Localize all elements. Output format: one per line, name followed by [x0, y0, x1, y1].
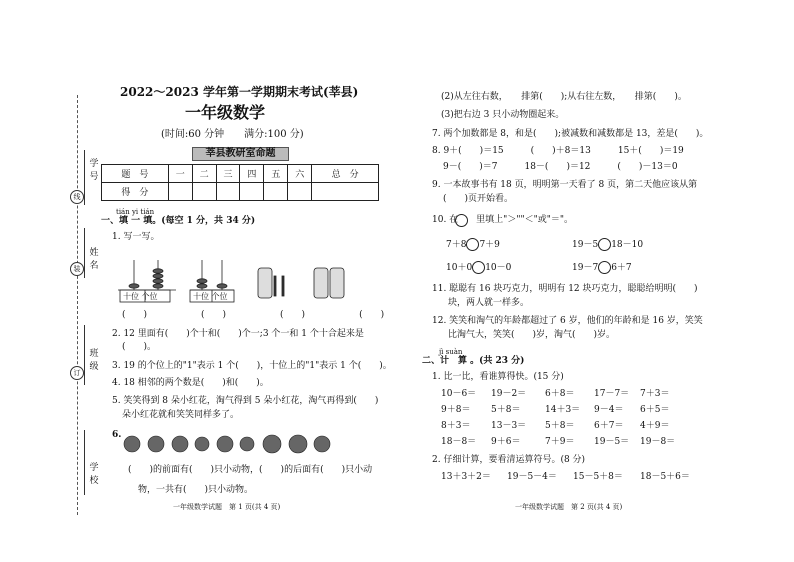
q6-line1: ( )的前面有( )只小动物，( )的后面有( )只小动: [128, 465, 373, 475]
q9-line1: 9. 一本故事书有 18 页，明明第一天看了 8 页，第二天他应该从第: [432, 180, 698, 190]
score-input[interactable]: [168, 183, 192, 201]
score-cell: 总 分: [312, 165, 379, 183]
calc-cell: 6＋8＝: [545, 389, 575, 399]
score-input[interactable]: [240, 183, 264, 201]
school-blank: [84, 430, 85, 495]
q11-line2: 块，两人就一样多。: [448, 298, 530, 308]
calc-cell: 9＋6＝: [491, 437, 521, 447]
time-score: (时间:60 分钟 满分:100 分): [161, 129, 304, 140]
score-cell: 得 分: [102, 183, 169, 201]
calc-cell: 18－8＝: [441, 437, 477, 447]
label-name: 姓名: [89, 248, 99, 271]
score-cell: 五: [264, 165, 288, 183]
q9-line2: ( )页开始看。: [443, 194, 514, 204]
cmp-left: 7＋8: [446, 240, 467, 250]
label-school: 学校: [89, 463, 99, 486]
q6-number: 6.: [112, 430, 122, 440]
office-badge: 莘县教研室命题: [192, 147, 289, 161]
q2-line1: 2. 12 里面有( )个十和( )个一;3 个一和 1 个十合起来是: [112, 329, 364, 339]
cmp-2: [572, 238, 643, 251]
label-student-number: 学号: [89, 159, 99, 182]
q7: 7. 两个加数都是 8，和是( );被减数和减数都是 13，差是( )。: [432, 129, 709, 139]
calc-cell: 7＋3＝: [640, 389, 670, 399]
compare-circle[interactable]: [466, 238, 479, 251]
name-blank: [84, 228, 85, 278]
q5-line2: 朵小红花就和笑笑同样多了。: [122, 410, 240, 420]
calc-cell: 19－8＝: [640, 437, 676, 447]
cmp-4: [572, 261, 632, 274]
compare-circle[interactable]: [598, 238, 611, 251]
calc-cell: 9－4＝: [594, 405, 624, 415]
cmp-left: 19－7: [572, 263, 599, 273]
score-input[interactable]: [312, 183, 379, 201]
chain-3: 15－5＋8＝: [573, 472, 623, 482]
s2-title: 2. 仔细计算，要看清运算符号。(8 分): [432, 455, 586, 465]
q6-part3: (3)把右边 3 只小动物圈起来。: [441, 110, 565, 120]
score-cell: 四: [240, 165, 264, 183]
calc-cell: 6＋5＝: [640, 405, 670, 415]
cmp-1: [446, 238, 500, 251]
q6-part2: (2)从左往右数， 排第( );从右往左数， 排第( )。: [441, 92, 687, 102]
cmp-right: 7＋9: [479, 240, 500, 250]
student-number-blank: [84, 150, 85, 205]
score-value-row: [102, 183, 379, 201]
q4: 4. 18 相邻的两个数是( )和( )。: [112, 378, 269, 388]
calc-cell: 7＋9＝: [545, 437, 575, 447]
binding-line: [77, 95, 78, 515]
chain-4: 18－5＋6＝: [640, 472, 690, 482]
score-cell: 二: [192, 165, 216, 183]
pinyin-calc: jì suàn: [439, 348, 463, 356]
calc-cell: 6＋7＝: [594, 421, 624, 431]
q1-answers: ( ) ( ) ( ) ( ): [122, 310, 385, 320]
footer-page-2: 一年级数学试题 第 2 页(共 4 页): [515, 503, 623, 511]
score-input[interactable]: [264, 183, 288, 201]
calc-cell: 19－5＝: [594, 437, 630, 447]
calc-cell: 13－3＝: [491, 421, 527, 431]
q5-line1: 5. 笑笑得到 8 朵小红花，淘气得到 5 朵小红花，淘气再得到( ): [112, 396, 379, 406]
calc-cell: 10－6＝: [441, 389, 477, 399]
calc-cell: 8＋3＝: [441, 421, 471, 431]
pinyin-fill: tián yi tián: [116, 208, 155, 216]
section-2-title: 二、计 算 。(共 23 分): [422, 356, 525, 366]
abacus-label-2: 十位 个位: [193, 292, 228, 301]
cmp-3: [446, 261, 511, 274]
q12-line2: 比淘气大，笑笑( )岁，淘气( )岁。: [448, 330, 616, 340]
abacus-label-1: 十位 个位: [123, 292, 158, 301]
q10: 10. 在 里填上"＞""＜"或"＝"。: [432, 215, 574, 225]
calc-cell: 5＋8＝: [545, 421, 575, 431]
q10-circle-example: [455, 214, 468, 227]
compare-circle[interactable]: [598, 261, 611, 274]
subject-title: 一年级数学: [185, 103, 266, 122]
q3: 3. 19 的个位上的"1"表示 1 个( )，十位上的"1"表示 1 个( )。: [112, 361, 392, 371]
exam-title: 2022～2023 学年第一学期期末考试(莘县): [120, 85, 359, 99]
score-cell: 三: [216, 165, 240, 183]
chain-2: 19－5－4＝: [507, 472, 557, 482]
score-cell: 六: [288, 165, 312, 183]
score-input[interactable]: [288, 183, 312, 201]
q6-line2: 物，一共有( )只小动物。: [138, 485, 254, 495]
animal-row: [122, 430, 362, 456]
seal-xian: 线: [70, 190, 84, 204]
section-1-title: 一、填 一 填。(每空 1 分，共 34 分): [101, 216, 256, 226]
cmp-right: 10－0: [485, 263, 512, 273]
calc-cell: 5＋8＝: [491, 405, 521, 415]
cmp-right: 6＋7: [611, 263, 632, 273]
q1: 1. 写一写。: [112, 232, 160, 242]
score-cell: 一: [168, 165, 192, 183]
cmp-left: 10＋0: [446, 263, 473, 273]
calc-cell: 9＋8＝: [441, 405, 471, 415]
q12-line1: 12. 笑笑和淘气的年龄都超过了 6 岁，他们的年龄和是 16 岁，笑笑: [432, 316, 703, 326]
calc-cell: 19－2＝: [491, 389, 527, 399]
stick-bundles: [258, 268, 344, 298]
seal-ding: 订: [70, 366, 84, 380]
score-table: [101, 164, 379, 201]
q8-line1: 8. 9＋( )＝15 ( )＋8＝13 15＋( )＝19: [432, 146, 684, 156]
q2-line2: ( )。: [122, 342, 157, 352]
q11-line1: 11. 聪聪有 16 块巧克力，明明有 12 块巧克力，聪聪给明明( ): [432, 284, 698, 294]
class-blank: [84, 325, 85, 385]
score-input[interactable]: [192, 183, 216, 201]
score-input[interactable]: [216, 183, 240, 201]
score-cell: 题 号: [102, 165, 169, 183]
calc-cell: 4＋9＝: [640, 421, 670, 431]
calc-cell: 17－7＝: [594, 389, 630, 399]
chain-1: 13＋3＋2＝: [441, 472, 491, 482]
seal-zhuang: 装: [70, 262, 84, 276]
compare-circle[interactable]: [472, 261, 485, 274]
q8-line2: 9－( )＝7 18－( )＝12 ( )－13＝0: [443, 162, 678, 172]
footer-page-1: 一年级数学试题 第 1 页(共 4 页): [173, 503, 281, 511]
label-class: 班级: [89, 349, 99, 372]
s1-title: 1. 比一比，看谁算得快。(15 分): [432, 372, 564, 382]
score-header-row: [102, 165, 379, 183]
cmp-right: 18－10: [611, 240, 644, 250]
calc-cell: 14＋3＝: [545, 405, 581, 415]
cmp-left: 19－5: [572, 240, 599, 250]
